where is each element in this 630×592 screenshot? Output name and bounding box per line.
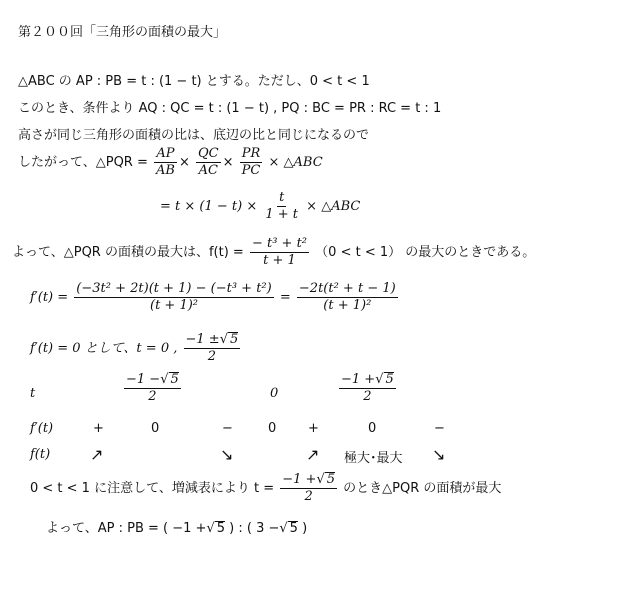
- condition-line-2: このとき、条件より AQ : QC = t : (1 − t) , PQ : BC = PR : RC = t : 1: [18, 101, 442, 116]
- critical-points: [30, 332, 242, 365]
- area-equation-suffix: × △ABC: [268, 155, 323, 170]
- page-title: 第２００回「三角形の面積の最大」: [18, 25, 227, 40]
- final-answer-radicand-1: 5: [216, 521, 226, 536]
- table-fprime-sign-7: −: [434, 421, 445, 436]
- table-label-t: t: [30, 386, 36, 401]
- maximum-label: 極大･最大: [344, 451, 403, 466]
- fraction-t-over-1pt: $\frac{t}{1 + t}$: [265, 190, 299, 222]
- conclusion-line-1-post: のとき△PQR の面積が最大: [343, 481, 502, 496]
- area-equation-prefix: したがって、△PQR =: [18, 155, 148, 170]
- final-answer-post: ): [302, 521, 308, 536]
- table-t-value-2: 0: [270, 386, 279, 401]
- final-answer-mid: ) : ( 3 −: [229, 521, 280, 536]
- area-simplified-right: × △ABC: [306, 199, 361, 214]
- fraction-derivative-1: $\frac{\text{(−3t² + 2t)(t + 1) − (−t³ + t²)}}{\text{(t + 1)²}}$: [76, 281, 272, 313]
- derivative-lhs: f′(t) =: [30, 290, 69, 305]
- table-fprime-sign-2: 0: [151, 421, 160, 436]
- fraction-critical: $\frac{-1 \pm√ 5}{2}$: [185, 332, 239, 364]
- fraction-qc-ac: $\frac{QC}{AC}$: [198, 146, 219, 178]
- condition-line-1: △ABC の AP : PB = t : (1 − t) とする。ただし、0 < t < 1: [18, 74, 370, 89]
- ratio-note: 高さが同じ三角形の面積の比は、底辺の比と同じになるので: [18, 128, 370, 143]
- increasing-arrow-icon-2: ↗: [306, 445, 320, 464]
- table-t-value-3: $\frac{-1 +√ 5}{2}$: [341, 372, 394, 404]
- derivative: [30, 281, 400, 314]
- table-fprime-sign-1: +: [93, 421, 104, 436]
- table-label-f: f(t): [30, 447, 51, 462]
- f-definition-suffix: （0 < t < 1） の最大のときである。: [315, 245, 536, 260]
- fraction-f: $\frac{\text{− t³ + t²}}{t + 1}$: [251, 236, 308, 268]
- fraction-derivative-2: $\frac{\text{−2t(t² + t − 1)}}{\text{(t + 1)²}}$: [298, 281, 396, 313]
- fraction-ap-ab: $\frac{AP}{AB}$: [156, 146, 175, 178]
- table-t-value-1: $\frac{-1 -√ 5}{2}$: [126, 372, 179, 404]
- decreasing-arrow-icon: ↘: [220, 445, 234, 464]
- derivative-equals: =: [279, 290, 291, 305]
- final-answer: よって、AP : PB = ( −1 +√ 5 ) : ( 3 −√ 5 ): [46, 521, 308, 536]
- decreasing-arrow-icon-2: ↘: [432, 445, 446, 464]
- table-label-fprime: f′(t): [30, 421, 54, 436]
- table-fprime-sign-4: 0: [268, 421, 277, 436]
- area-equation: したがって、△PQR = $\frac{AP}{AB}$ × $\frac{QC}{AC}$ × $\frac{PR}{PC}$ × △ABC: [18, 146, 323, 178]
- critical-points-lhs: f′(t) = 0 として、t = 0 ,: [30, 341, 178, 356]
- final-answer-radicand-2: 5: [289, 521, 298, 536]
- increasing-arrow-icon: ↗: [90, 445, 104, 464]
- fraction-pr-pc: $\frac{PR}{PC}$: [241, 146, 261, 178]
- f-definition: [12, 236, 535, 269]
- fraction-optimal-t: $\frac{-1 +√ 5}{2}$: [282, 472, 336, 504]
- conclusion-line-1: [30, 472, 501, 505]
- table-fprime-sign-5: +: [308, 421, 319, 436]
- final-answer-pre: よって、AP : PB = ( −1 +: [46, 521, 207, 536]
- conclusion-line-1-pre: 0 < t < 1 に注意して、増減表により t =: [30, 481, 275, 496]
- table-fprime-sign-3: −: [222, 421, 233, 436]
- area-simplified-left: = t × (1 − t) ×: [160, 199, 258, 214]
- f-definition-prefix: よって、△PQR の面積の最大は、f(t) =: [12, 245, 244, 260]
- table-fprime-sign-6: 0: [368, 421, 377, 436]
- area-simplified: [160, 190, 360, 223]
